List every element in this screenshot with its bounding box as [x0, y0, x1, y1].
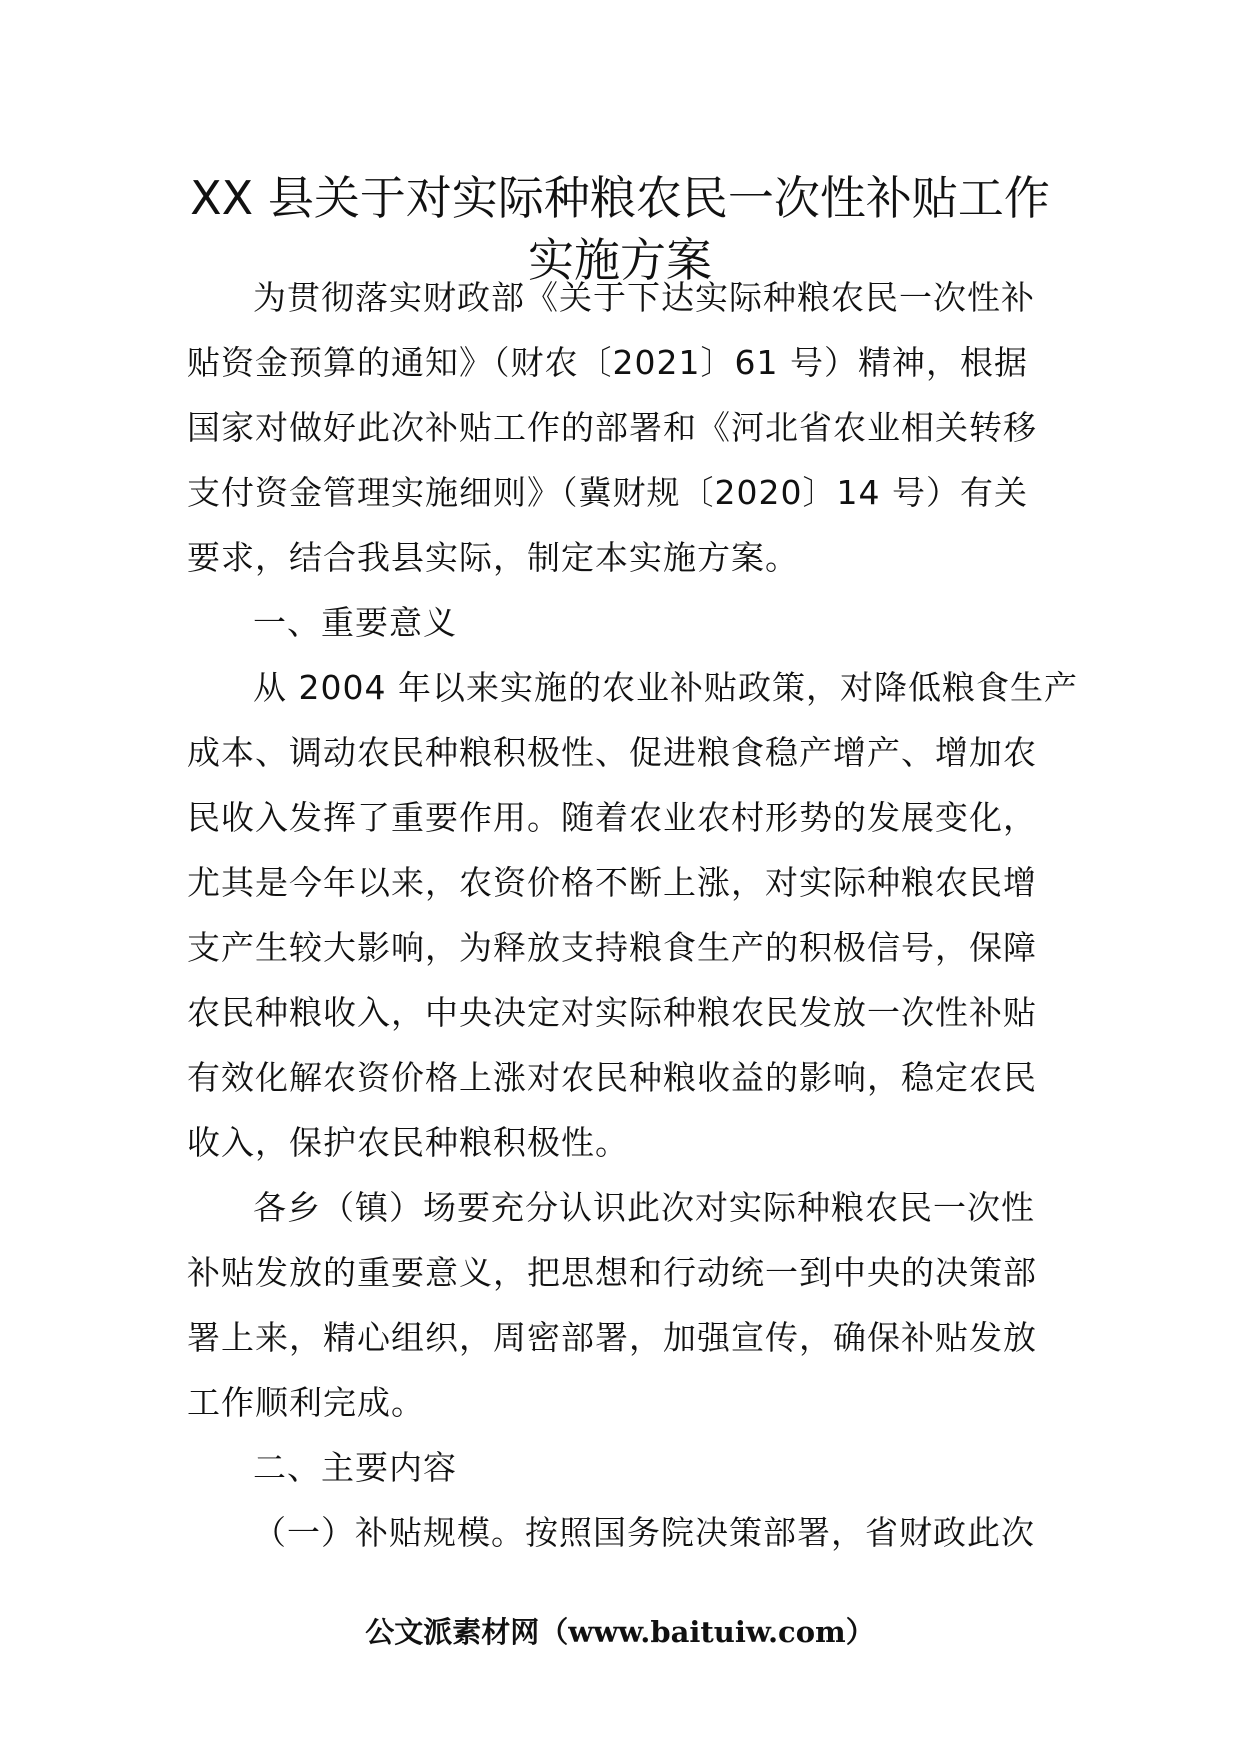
document-title-line-2: 实施方案 — [528, 233, 712, 287]
paragraph-1-line-1: 为贯彻落实财政部《关于下达实际种粮农民一次性补 — [253, 278, 1035, 317]
document-title-line-1: XX 县关于对实际种粮农民一次性补贴工作 — [190, 171, 1050, 225]
paragraph-1-line-4: 支付资金管理实施细则》（冀财规〔2020〕14 号）有关 — [187, 473, 1028, 512]
paragraph-2-line-7: 有效化解农资价格上涨对农民种粮收益的影响，稳定农民 — [187, 1058, 1037, 1097]
paragraph-1-line-3: 国家对做好此次补贴工作的部署和《河北省农业相关转移 — [187, 408, 1037, 447]
paragraph-2-line-1: 从 2004 年以来实施的农业补贴政策，对降低粮食生产 — [253, 668, 1078, 707]
paragraph-2-line-2: 成本、调动农民种粮积极性、促进粮食稳产增产、增加农 — [187, 733, 1037, 772]
paragraph-3-line-3: 署上来，精心组织，周密部署，加强宣传，确保补贴发放 — [187, 1318, 1037, 1357]
paragraph-3-line-1: 各乡（镇）场要充分认识此次对实际种粮农民一次性 — [253, 1188, 1035, 1227]
paragraph-3-line-2: 补贴发放的重要意义，把思想和行动统一到中央的决策部 — [187, 1253, 1037, 1292]
paragraph-2-line-3: 民收入发挥了重要作用。随着农业农村形势的发展变化， — [187, 798, 1037, 837]
paragraph-2-line-6: 农民种粮收入，中央决定对实际种粮农民发放一次性补贴 — [187, 993, 1037, 1032]
section-heading-2: 二、主要内容 — [253, 1448, 457, 1487]
document-body — [187, 265, 1078, 1565]
paragraph-2-line-8: 收入，保护农民种粮积极性。 — [187, 1123, 629, 1162]
paragraph-1-line-5: 要求，结合我县实际，制定本实施方案。 — [187, 538, 799, 577]
paragraph-1-line-2: 贴资金预算的通知》（财农〔2021〕61 号）精神，根据 — [187, 343, 1028, 382]
footer-watermark: 公文派素材网（www.baituiw.com） — [365, 1615, 875, 1649]
section-heading-1: 一、重要意义 — [253, 603, 457, 642]
paragraph-2-line-5: 支产生较大影响，为释放支持粮食生产的积极信号，保障 — [187, 928, 1037, 967]
paragraph-2-line-4: 尤其是今年以来，农资价格不断上涨，对实际种粮农民增 — [187, 863, 1037, 902]
paragraph-3-line-4: 工作顺利完成。 — [187, 1383, 425, 1422]
paragraph-4-line-1: （一）补贴规模。按照国务院决策部署，省财政此次 — [253, 1513, 1035, 1552]
